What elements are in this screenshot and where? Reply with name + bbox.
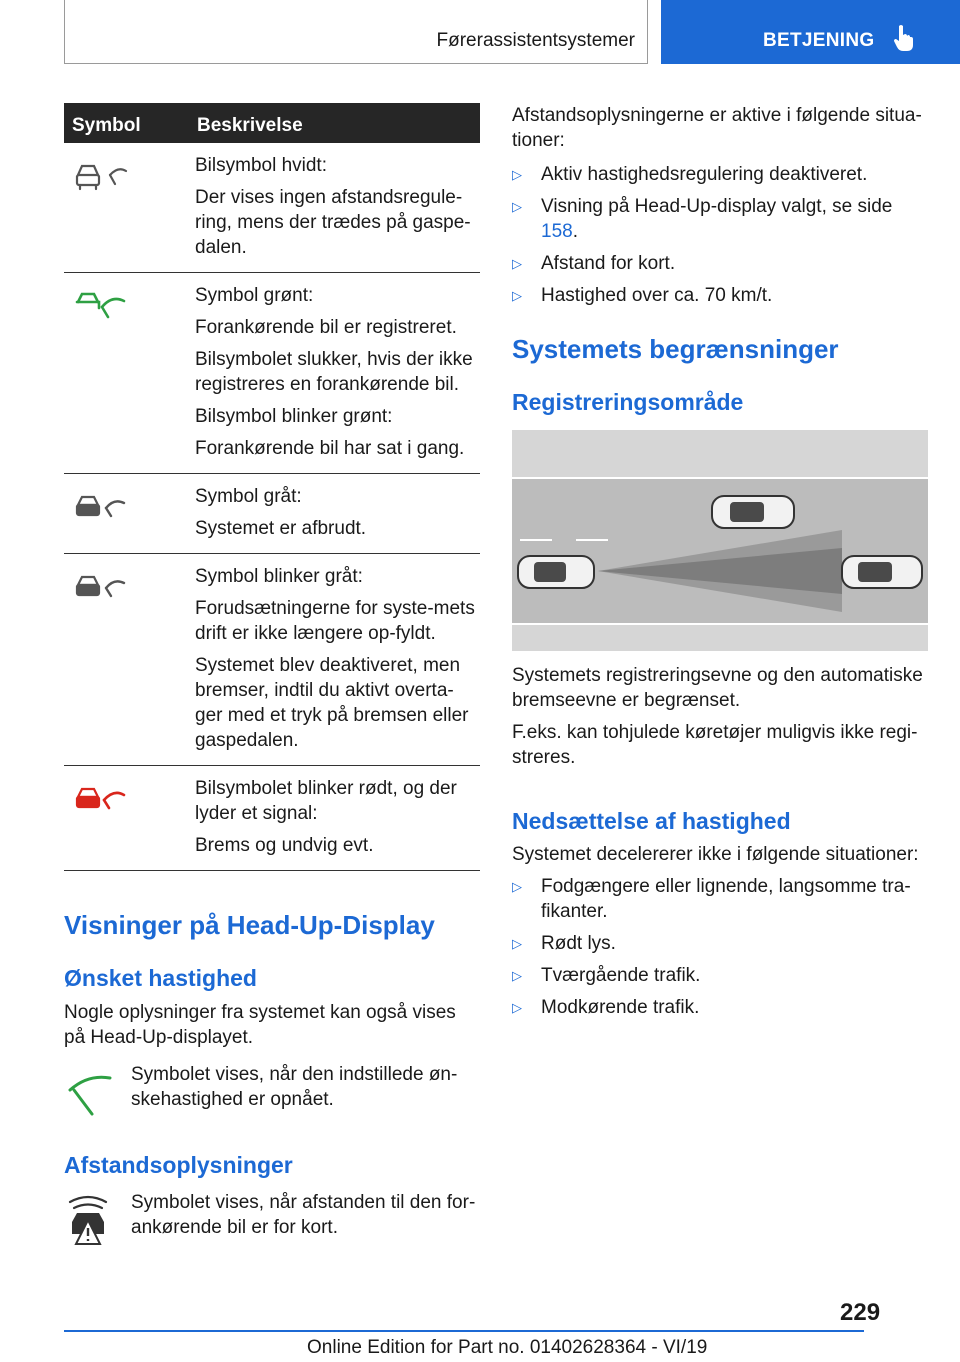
column-header-description: Beskrivelse — [197, 115, 303, 136]
distance-active-list — [512, 162, 932, 308]
list-item: ▷ Aktiv hastighedsregulering deaktiveret. — [512, 164, 868, 185]
list-item: ▷ Rødt lys. — [512, 933, 616, 954]
table-row — [64, 273, 480, 474]
pointing-hand-icon — [893, 24, 915, 52]
row-text: Brems og undvig evt. — [195, 835, 374, 856]
list-item: ▷ Modkørende trafik. — [512, 997, 700, 1018]
bullet-triangle-icon: ▷ — [512, 1000, 522, 1015]
bullet-triangle-icon: ▷ — [512, 936, 522, 951]
column-header-symbol: Symbol — [72, 115, 141, 136]
detection-range-illustration — [512, 430, 928, 651]
row-text: Forankørende bil har sat i gang. — [195, 438, 465, 459]
row-text: Bilsymbol hvidt: — [195, 155, 327, 176]
desired-speed-intro: Nogle oplysninger fra systemet kan også vises på Head-Up-displayet. — [64, 1002, 456, 1048]
page-number: 229 — [840, 1299, 881, 1326]
bullet-triangle-icon: ▷ — [512, 879, 522, 894]
bullet-triangle-icon: ▷ — [512, 167, 522, 182]
header-chapter-tab — [64, 0, 648, 64]
speed-reached-icon — [64, 1066, 116, 1116]
limitations-title: Systemets begrænsninger — [512, 334, 839, 364]
desired-speed-title: Ønsket hastighed — [64, 965, 257, 991]
row-text: Symbol grønt: — [195, 285, 314, 306]
list-item: ▷ Hastighed over ca. 70 km/t. — [512, 285, 773, 306]
distance-info-icon-text: Symbolet vises, når afstanden til den for-ankørende bil er for kort. — [131, 1192, 476, 1238]
speed-reduction-title: Nedsættelse af hastighed — [512, 808, 791, 834]
header-chapter-title: Førerassistentsystemer — [436, 30, 635, 51]
row-text: Bilsymbolet slukker, hvis der ikke registreres en forankørende bil. — [195, 349, 473, 395]
list-item: ▷ Afstand for kort. — [512, 253, 676, 274]
bullet-triangle-icon: ▷ — [512, 968, 522, 983]
row-text: Bilsymbolet blinker rødt, og der lyder et signal: — [195, 778, 457, 824]
bullet-triangle-icon: ▷ — [512, 256, 522, 271]
car-distance-grey-blink-icon — [72, 566, 130, 606]
page-reference-link[interactable]: 158 — [541, 221, 573, 242]
row-text: Systemet blev deaktiveret, men bremser, indtil du aktivt overta-ger med et tryk på bremsen eller gaspedalen. — [195, 655, 469, 751]
speed-reduction-intro: Systemet decelererer ikke i følgende situationer: — [512, 844, 919, 865]
header-section-title: BETJENING — [763, 30, 875, 51]
desired-speed-icon-text: Symbolet vises, når den indstillede øn-skehastighed er opnået. — [131, 1064, 458, 1110]
footer-divider — [64, 1330, 864, 1332]
table-row — [64, 554, 480, 766]
bullet-triangle-icon: ▷ — [512, 199, 522, 214]
distance-warning-icon — [64, 1192, 112, 1248]
car-distance-red-icon — [72, 778, 130, 818]
range-text-1: Systemets registreringsevne og den automatiske bremseevne er begrænset. — [512, 665, 923, 711]
row-text: Der vises ingen afstandsregule-ring, mens der trædes på gaspe-dalen. — [195, 187, 471, 258]
list-item: ▷ Visning på Head-Up-display valgt, se side 158. — [512, 196, 893, 242]
table-row — [64, 474, 480, 554]
table-row — [64, 766, 480, 871]
detection-range-title: Registreringsområde — [512, 389, 744, 415]
row-text: Bilsymbol blinker grønt: — [195, 406, 393, 427]
row-text: Symbol gråt: — [195, 486, 302, 507]
list-item: ▷ Fodgængere eller lignende, langsomme tra-fikanter. — [512, 876, 911, 922]
car-distance-green-icon — [72, 285, 130, 325]
speed-reduction-list — [512, 874, 932, 1020]
bullet-triangle-icon: ▷ — [512, 288, 522, 303]
footer-edition: Online Edition for Part no. 01402628364 - VI/19 — [307, 1337, 708, 1358]
row-text: Forankørende bil er registreret. — [195, 317, 457, 338]
row-text: Symbol blinker gråt: — [195, 566, 363, 587]
car-top-view — [712, 496, 794, 528]
list-item: ▷ Tværgående trafik. — [512, 965, 701, 986]
distance-info-title: Afstandsoplysninger — [64, 1152, 293, 1178]
car-distance-white-icon — [72, 155, 130, 195]
row-text: Systemet er afbrudt. — [195, 518, 367, 539]
row-text: Forudsætningerne for syste-mets drift er ikke længere op-fyldt. — [195, 598, 475, 644]
symbol-table — [64, 103, 480, 871]
hud-section-title: Visninger på Head-Up-Display — [64, 910, 435, 940]
car-distance-grey-icon — [72, 486, 130, 526]
range-text-2: F.eks. kan tohjulede køretøjer muligvis ikke regi-streres. — [512, 722, 918, 768]
table-header — [64, 103, 480, 143]
table-row — [64, 143, 480, 273]
distance-active-intro: Afstandsoplysningerne er aktive i følgende situa-tioner: — [512, 105, 922, 151]
header-section-tab[interactable] — [661, 0, 960, 64]
